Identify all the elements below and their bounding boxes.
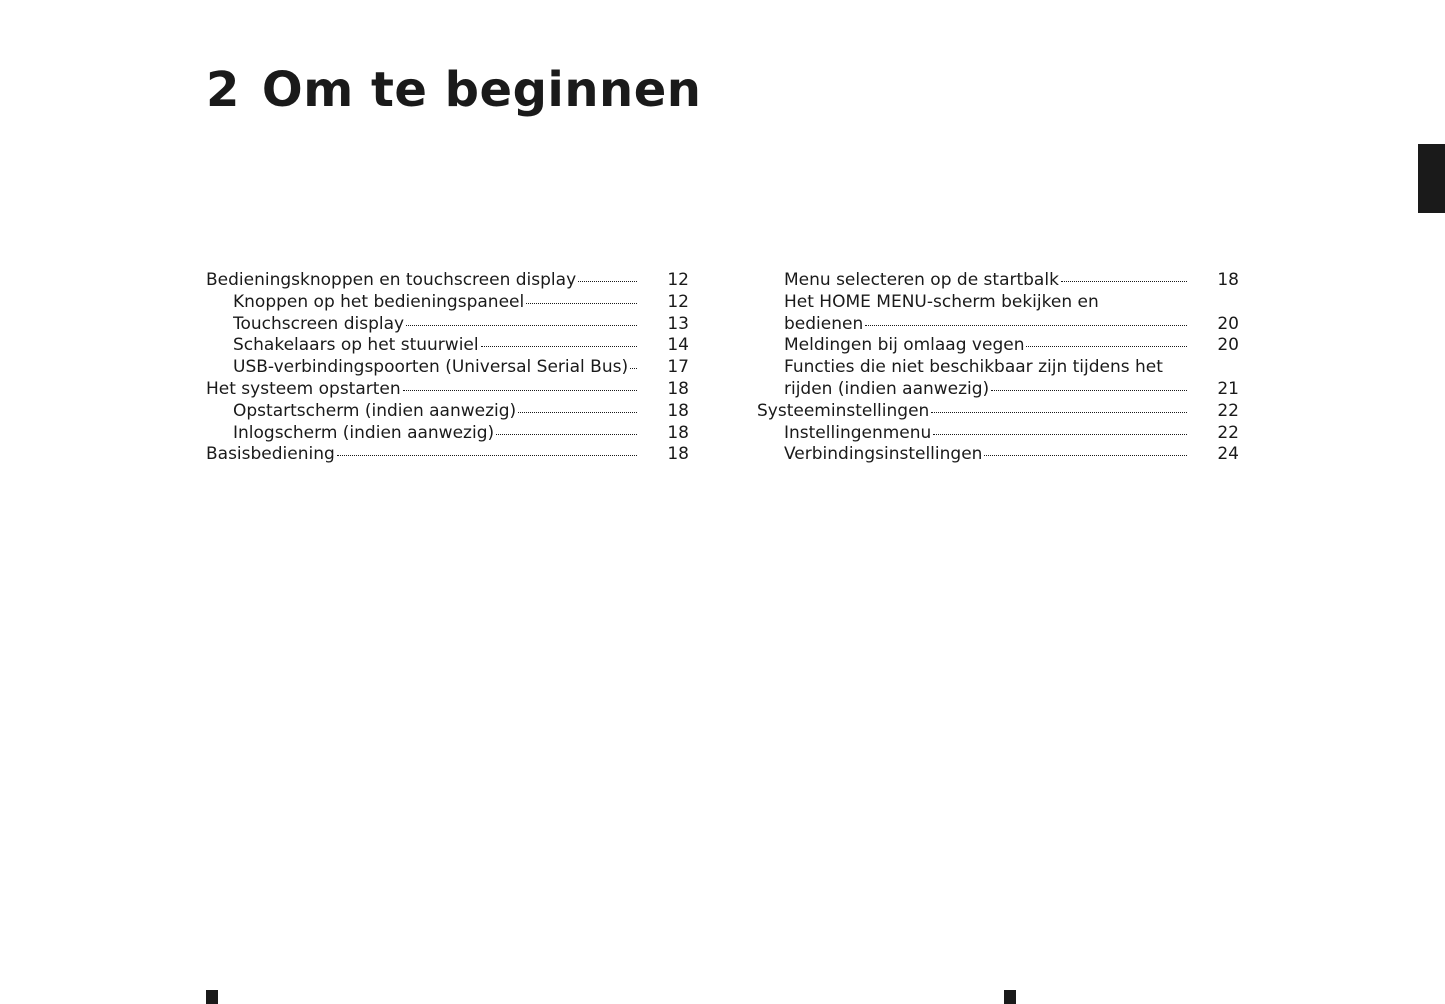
chapter-title bbox=[206, 58, 701, 122]
crop-mark-right bbox=[1004, 990, 1016, 1004]
dot-leader bbox=[337, 455, 637, 456]
dot-leader bbox=[1026, 346, 1187, 347]
dot-leader bbox=[933, 434, 1187, 435]
chapter-name: Om te beginnen bbox=[261, 62, 702, 118]
dot-leader bbox=[518, 412, 637, 413]
toc-entry[interactable]: Opstartscherm (indien aanwezig) 18 bbox=[233, 400, 689, 421]
toc-entry[interactable]: USB-verbindingspoorten (Universal Serial Bus) 17 bbox=[233, 357, 689, 378]
dot-leader bbox=[403, 390, 637, 391]
dot-leader bbox=[481, 346, 637, 347]
toc-entry[interactable]: Basisbediening 18 bbox=[206, 444, 689, 465]
toc-left-column bbox=[206, 270, 689, 466]
toc-entry[interactable]: Het HOME MENU-scherm bekijken en bedienen 20 bbox=[784, 291, 1239, 334]
dot-leader bbox=[630, 368, 637, 369]
toc-entry[interactable]: Systeeminstellingen 22 bbox=[757, 400, 1239, 421]
dot-leader bbox=[931, 412, 1187, 413]
dot-leader bbox=[991, 390, 1187, 391]
chapter-number: 2 bbox=[206, 62, 240, 118]
toc-right-column bbox=[757, 270, 1239, 466]
crop-mark-left bbox=[206, 990, 218, 1004]
toc-entry[interactable]: Menu selecteren op de startbalk 18 bbox=[784, 270, 1239, 290]
toc-entry[interactable]: Verbindingsinstellingen 24 bbox=[784, 444, 1239, 465]
dot-leader bbox=[1061, 281, 1187, 282]
toc-entry[interactable]: Bedieningsknoppen en touchscreen display 12 bbox=[206, 270, 689, 290]
toc-entry[interactable]: Inlogscherm (indien aanwezig) 18 bbox=[233, 422, 689, 443]
chapter-thumb-tab bbox=[1418, 144, 1445, 213]
toc-entry[interactable]: Schakelaars op het stuurwiel 14 bbox=[233, 335, 689, 356]
dot-leader bbox=[984, 455, 1187, 456]
toc-entry[interactable]: Knoppen op het bedieningspaneel 12 bbox=[233, 291, 689, 312]
dot-leader bbox=[865, 325, 1187, 326]
toc-entry[interactable]: Instellingenmenu 22 bbox=[784, 422, 1239, 443]
toc-entry[interactable]: Touchscreen display 13 bbox=[233, 313, 689, 334]
toc-entry[interactable]: Meldingen bij omlaag vegen 20 bbox=[784, 335, 1239, 356]
dot-leader bbox=[406, 325, 637, 326]
dot-leader bbox=[496, 434, 637, 435]
dot-leader bbox=[526, 303, 637, 304]
dot-leader bbox=[578, 281, 637, 282]
toc-entry[interactable]: Het systeem opstarten 18 bbox=[206, 378, 689, 399]
toc-entry[interactable]: Functies die niet beschikbaar zijn tijdens het rijden (indien aanwezig) 21 bbox=[784, 357, 1239, 399]
